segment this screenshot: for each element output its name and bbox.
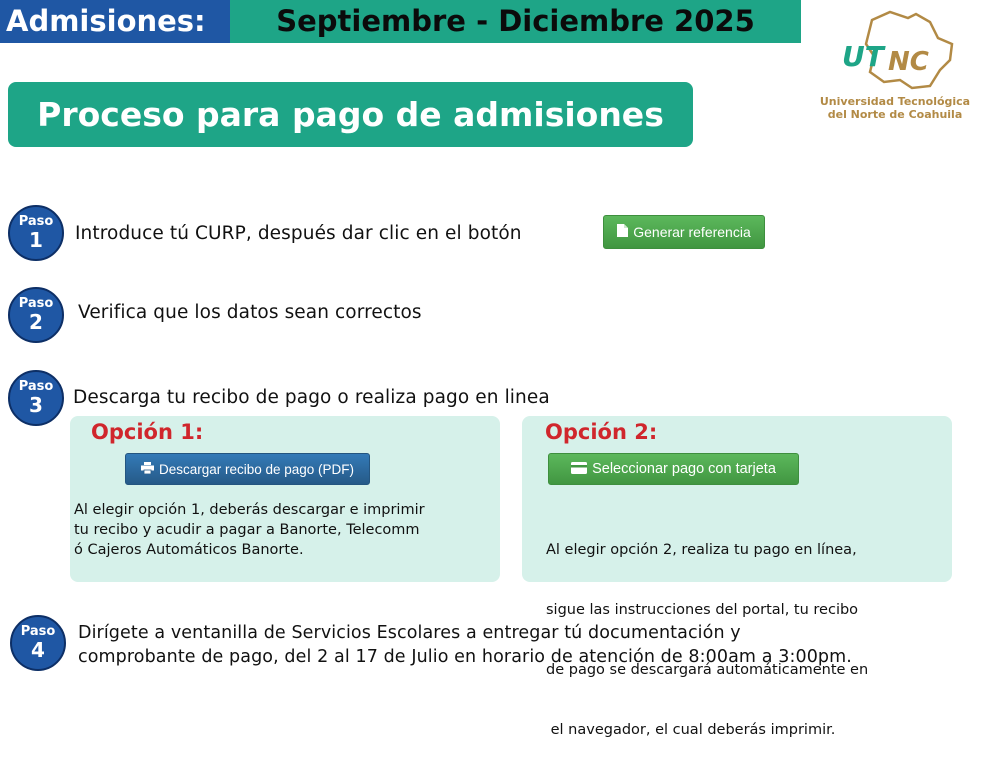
card-payment-button[interactable] bbox=[548, 453, 799, 485]
coahuila-map-icon bbox=[812, 8, 978, 98]
option-2-line: sigue las instrucciones del portal, tu recibo bbox=[546, 602, 859, 618]
step-badge-number: 4 bbox=[31, 638, 45, 662]
option-2-line: Al elegir opción 2, realiza tu pago en línea, bbox=[546, 542, 857, 558]
option-1-line: Al elegir opción 1, deberás descargar e imprimir bbox=[74, 502, 425, 518]
file-icon bbox=[617, 224, 628, 240]
step-badge-word: Paso bbox=[20, 624, 56, 639]
option-2-line: de pago se descargará automáticamente en bbox=[546, 662, 869, 678]
step-2-text: Verifica que los datos sean correctos bbox=[78, 302, 422, 323]
utnc-wordmark bbox=[842, 40, 929, 77]
printer-icon bbox=[141, 462, 154, 477]
svg-text:UT: UT bbox=[842, 40, 884, 73]
step-4-badge bbox=[10, 615, 66, 671]
card-payment-label: Seleccionar pago con tarjeta bbox=[592, 461, 776, 477]
download-receipt-button[interactable] bbox=[125, 453, 370, 485]
step-badge-word: Paso bbox=[18, 379, 54, 394]
option-1-line: ó Cajeros Automáticos Banorte. bbox=[74, 542, 304, 558]
option-1-line: tu recibo y acudir a pagar a Banorte, Telecomm bbox=[74, 522, 420, 538]
option-1-title: Opción 1: bbox=[91, 420, 204, 444]
generate-reference-label: Generar referencia bbox=[633, 224, 751, 240]
download-receipt-label: Descargar recibo de pago (PDF) bbox=[158, 461, 355, 477]
step-badge-number: 1 bbox=[29, 228, 43, 252]
step-3-text: Descarga tu recibo de pago o realiza pago en linea bbox=[73, 387, 550, 408]
step-badge-number: 2 bbox=[29, 310, 43, 334]
generate-reference-button[interactable] bbox=[603, 215, 765, 249]
step-4-line-2: comprobante de pago, del 2 al 17 de Julio en horario de atención de 8:00am a 3:00pm. bbox=[78, 647, 852, 667]
step-badge-word: Paso bbox=[18, 296, 54, 311]
logo-line-2: del Norte de Coahuila bbox=[827, 108, 963, 121]
step-1-text: Introduce tú CURP, después dar clic en el botón bbox=[75, 223, 522, 244]
step-4-line-1: Dirígete a ventanilla de Servicios Escolares a entregar tú documentación y bbox=[78, 623, 741, 643]
step-badge-number: 3 bbox=[29, 393, 43, 417]
admissions-label: Admisiones: bbox=[0, 0, 230, 43]
svg-text:NC: NC bbox=[888, 47, 929, 77]
credit-card-icon bbox=[571, 462, 587, 477]
period-banner: Septiembre - Diciembre 2025 bbox=[230, 0, 801, 43]
page-title: Proceso para pago de admisiones bbox=[8, 82, 693, 147]
logo-line-1: Universidad Tecnológica bbox=[819, 95, 971, 108]
option-1-description bbox=[74, 500, 498, 560]
step-1-badge bbox=[8, 205, 64, 261]
step-3-badge bbox=[8, 370, 64, 426]
step-2-badge bbox=[8, 287, 64, 343]
option-2-line: el navegador, el cual deberás imprimir. bbox=[546, 722, 836, 738]
option-2-title: Opción 2: bbox=[545, 420, 658, 444]
step-4-text bbox=[78, 621, 852, 669]
step-badge-word: Paso bbox=[18, 214, 54, 229]
